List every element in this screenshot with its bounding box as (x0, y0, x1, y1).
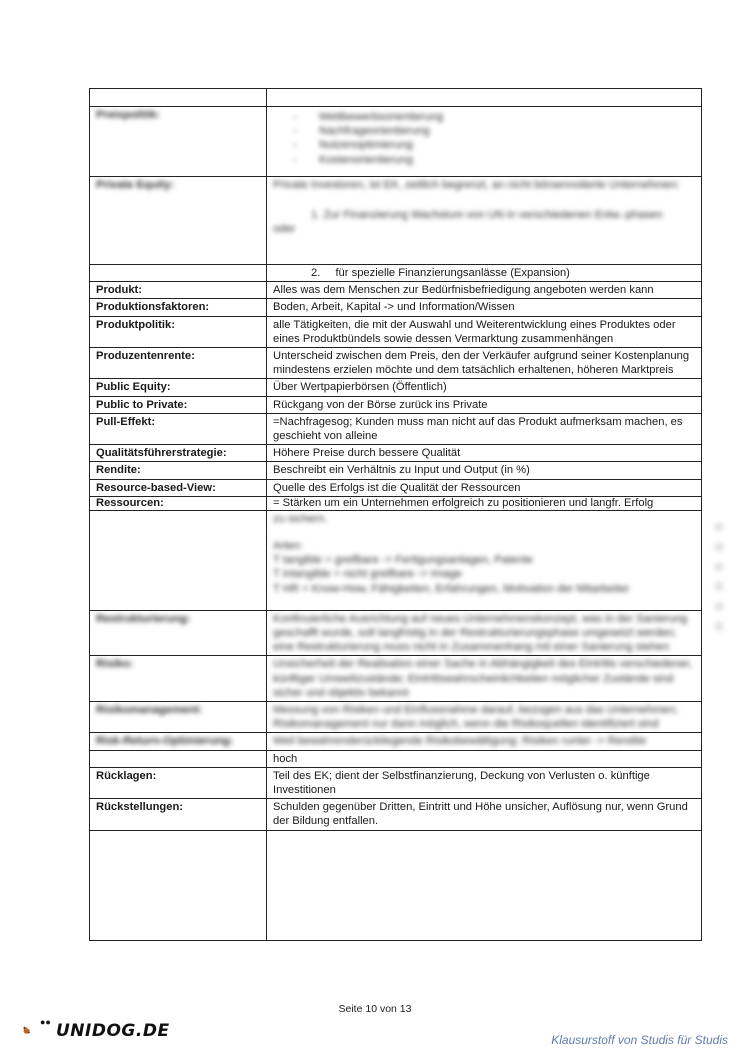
definition-cell: Boden, Arbeit, Kapital -> und Information/Wissen (267, 299, 702, 316)
table-row (90, 462, 702, 479)
logo-text[interactable]: UNIDOG.DE (56, 1021, 170, 1041)
definition-cell: =Nachfragesog; Kunden muss man nicht auf das Produkt aufmerksam machen, es geschieht von alleine (267, 413, 702, 444)
term-cell: Preispolitik: (90, 107, 267, 177)
definition-cell: Alles was dem Menschen zur Bedürfnisbefriedigung angeboten werden kann (267, 282, 702, 299)
term-cell: Rücklagen: (90, 767, 267, 798)
table-row (90, 107, 702, 177)
table-row (90, 265, 702, 282)
term-cell: Public to Private: (90, 396, 267, 413)
definition-line: T intangible = nicht greifbare -> Image (273, 568, 462, 581)
table-row (90, 510, 702, 610)
definition-line: T tangible = greifbare -> Fertigungsanlagen, Patente (273, 554, 533, 567)
table-row (90, 830, 702, 940)
table-row (90, 445, 702, 462)
watermark: ✻ ✻ ✻ ✻ ✻ ✻ (712, 520, 728, 636)
footer-tagline: Klausurstoff von Studis für Studis (551, 1033, 728, 1047)
term-cell: Risk-Return-Optimierung: (90, 733, 267, 750)
table-row (90, 479, 702, 496)
definition-cell: alle Tätigkeiten, die mit der Auswahl und Weiterentwicklung eines Produktes oder eines Produktbündels sowie dessen Vermarktung zusammenhängen (267, 316, 702, 347)
definition-cell: Beschreibt ein Verhältnis zu Input und Output (in %) (267, 462, 702, 479)
definition-cell: Rückgang von der Börse zurück ins Private (267, 396, 702, 413)
table-row (90, 396, 702, 413)
definition-cell: Konfinuierliche Ausrichtung auf neues Unternehmenskonzept, was in der Sanierung geschafft wurde, soll langfristig in der Restrukturierungsphase umgesetzt werden; eine Restrukturierung muss nicht in Zusammenhang mit einer Sanierung stehen (267, 610, 702, 656)
definition-cell: Höhere Preise durch bessere Qualität (267, 445, 702, 462)
table-row (90, 177, 702, 265)
term-cell: Rückstellungen: (90, 799, 267, 830)
term-cell: Rendite: (90, 462, 267, 479)
definition-cell (267, 177, 702, 265)
definition-text: für spezielle Finanzierungsanlässe (Expansion) (335, 267, 570, 279)
definition-line: zu sichern. (273, 512, 328, 525)
definition-cell: = Stärken um ein Unternehmen erfolgreich zu positionieren und langfr. Erfolg (267, 496, 702, 510)
definition-line: oder (273, 223, 296, 236)
list-item: - Wettbewerbsorientierung (293, 110, 696, 124)
definition-cell: Quelle des Erfolgs ist die Qualität der Ressourcen (267, 479, 702, 496)
definition-line: Private Investoren, ist EK, zeitlich begrenzt, an nicht börsennotierte Unternehmen: (273, 179, 680, 191)
definition-cell: hoch (267, 750, 702, 767)
term-cell: Ressourcen: (90, 496, 267, 510)
definition-cell: Über Wertpapierbörsen (Öffentlich) (267, 379, 702, 396)
term-cell (90, 750, 267, 767)
definition-cell (267, 107, 702, 177)
term-cell: Private Equity: (90, 177, 267, 265)
list-item: - Kostenorientierung (293, 153, 696, 167)
table-row (90, 348, 702, 379)
term-cell: Qualitätsführerstrategie: (90, 445, 267, 462)
term-cell: Public Equity: (90, 379, 267, 396)
definition-cell: Unterscheid zwischen dem Preis, den der Verkäufer aufgrund seiner Kostenplanung mindestens erzielen möchte und dem tatsächlich erhaltenen, höheren Marktpreis (267, 348, 702, 379)
term-cell: Resource-based-View: (90, 479, 267, 496)
table-row (90, 750, 702, 767)
term-cell: Produkt: (90, 282, 267, 299)
page-number: Seite 10 von 13 (338, 1003, 412, 1015)
definition-cell: Schulden gegenüber Dritten, Eintritt und Höhe unsicher, Auflösung nur, wenn Grund der Bildung entfallen. (267, 799, 702, 830)
term-cell: Restrukturierung: (90, 610, 267, 656)
table-row (90, 282, 702, 299)
definition-cell: Unsicherheit der Realisation einer Sache in Abhängigkeit des Eintritts verschiedener, künftiger Umweltzustände; Eintrittswahrscheinlichkeiten möglicher Zustände sind sicher und objektiv bekannt (267, 656, 702, 702)
list-item: - Nachfrageorientierung (293, 124, 696, 138)
table-row (90, 702, 702, 733)
term-cell: Produktpolitik: (90, 316, 267, 347)
table-row (90, 799, 702, 830)
term-cell: Risikomanagement: (90, 702, 267, 733)
term-cell: Risiko: (90, 656, 267, 702)
table-row (90, 316, 702, 347)
table-row (90, 610, 702, 656)
table-row (90, 656, 702, 702)
definition-cell (267, 510, 702, 610)
list-number: 2. (311, 267, 321, 279)
table-row (90, 496, 702, 510)
table-row (90, 379, 702, 396)
table-row (90, 413, 702, 444)
definition-line: Arten: (273, 540, 303, 553)
paw-icon: ●● (40, 1017, 51, 1027)
definition-cell (267, 265, 702, 282)
definition-line: 1. Zur Finanzierung Wachstum von UN in verschiedenen Entw.-phasen (311, 209, 663, 222)
definition-cell: Messung von Risiken und Einflussnahme darauf, bezogen aus das Unternehmen; Risikomanagement nur dann möglich, wenn die Risikoquellen identifiziert sind (267, 702, 702, 733)
term-cell (90, 510, 267, 610)
table-row (90, 733, 702, 750)
term-cell (90, 265, 267, 282)
term-cell: Pull-Effekt: (90, 413, 267, 444)
term-cell: Produzentenrente: (90, 348, 267, 379)
definition-line: T HR = Know-How, Fähigkeiten, Erfahrungen, Motivation der Mitarbeiter (273, 582, 630, 595)
list-item: - Nutzenoptimierung (293, 138, 696, 152)
table-row (90, 299, 702, 316)
definition-cell: Teil des EK; dient der Selbstfinanzierung, Deckung von Verlusten o. künftige Investitionen (267, 767, 702, 798)
definition-cell: Weil bewahrenderückliegende Risikobewältigung: Risiken runter -> Rendite (267, 733, 702, 750)
table-row (90, 767, 702, 798)
term-cell: Produktionsfaktoren: (90, 299, 267, 316)
table-row (90, 89, 702, 107)
glossary-table (89, 88, 702, 941)
